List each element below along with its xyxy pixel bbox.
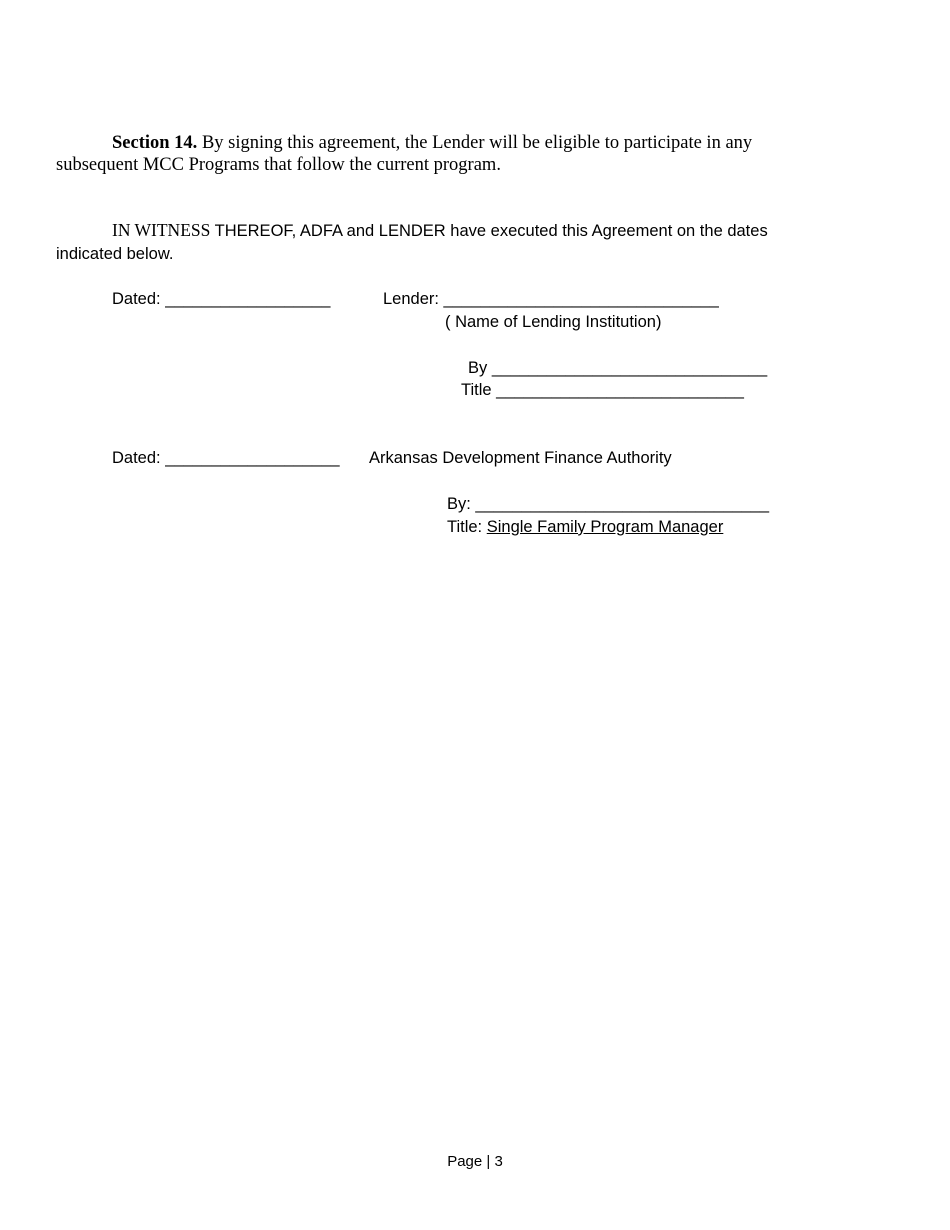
adfa-title-value: Single Family Program Manager	[486, 518, 724, 536]
adfa-authority-name: Arkansas Development Finance Authority	[369, 449, 672, 467]
witness-paragraph	[56, 219, 786, 266]
adfa-title-line	[447, 517, 723, 537]
section-14-text: By signing this agreement, the Lender will be eligible to participate in any subsequent MCC Programs that follow the current program.	[56, 133, 753, 175]
witness-text: THEREOF, ADFA and LENDER have executed this Agreement on the dates indicated below.	[56, 222, 768, 263]
section-14-paragraph	[56, 132, 786, 176]
adfa-dated-line: Dated: ___________________	[112, 449, 340, 467]
adfa-title-prefix: Title:	[447, 518, 487, 536]
witness-lead: IN WITNESS	[112, 220, 211, 240]
page-number: Page | 3	[447, 1153, 503, 1170]
lender-by-line: By ______________________________	[468, 359, 768, 377]
lender-title-line: Title ___________________________	[461, 381, 744, 399]
lender-name-line: Lender: ______________________________	[383, 290, 719, 308]
section-14-heading: Section 14.	[112, 133, 198, 153]
adfa-by-line: By: ________________________________	[447, 495, 770, 513]
lending-institution-caption: ( Name of Lending Institution)	[445, 313, 662, 331]
lender-dated-line: Dated: __________________	[112, 290, 331, 308]
